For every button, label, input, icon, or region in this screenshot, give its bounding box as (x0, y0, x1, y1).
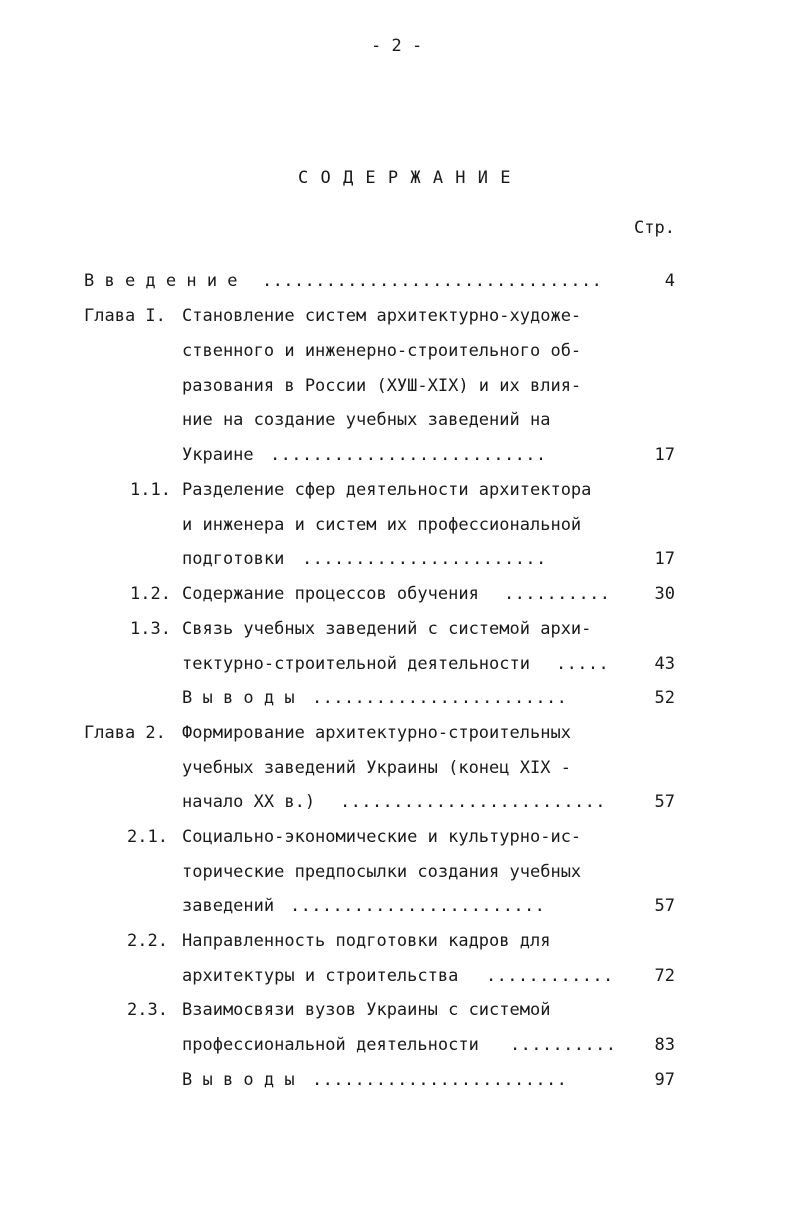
section-2-2-number: 2.2. (127, 931, 168, 951)
section-2-1-title-line: Социально-экономические и культурно-ис- (182, 827, 582, 847)
section-2-3-leader-dots: .......... (510, 1035, 617, 1055)
section-1-3-title-last-line: тектурно-строительной деятельности (182, 654, 530, 674)
section-2-2-page: 72 (654, 966, 675, 986)
conclusions-1-page: 52 (654, 688, 675, 708)
chapter-1-title-last-line: Украине (182, 445, 254, 465)
section-1-2-leader-dots: .......... (504, 584, 611, 604)
conclusions-1-leader-dots: ........................ (312, 688, 568, 708)
section-2-2-title-last-line: архитектуры и строительства (182, 966, 459, 986)
section-2-1-title-line: торические предпосылки создания учебных (182, 862, 582, 882)
section-2-1-leader-dots: ........................ (290, 896, 546, 916)
chapter-2-leader-dots: ......................... (340, 792, 606, 812)
section-2-2-leader-dots: ............ (486, 966, 614, 986)
page-column-header: Стр. (634, 218, 675, 238)
section-2-2-title-line: Направленность подготовки кадров для (182, 931, 551, 951)
page-number: - 2 - (371, 36, 423, 56)
chapter-1-title-line: ственного и инженерно-строительного об- (182, 341, 582, 361)
chapter-1-page: 17 (654, 445, 675, 465)
section-1-2-page: 30 (654, 584, 675, 604)
section-1-1-leader-dots: ....................... (302, 549, 547, 569)
toc-title: С О Д Е Р Ж А Н И Е (298, 168, 512, 188)
section-1-2-number: 1.2. (130, 584, 171, 604)
conclusions-2-page: 97 (654, 1070, 675, 1090)
section-1-1-title-line: Разделение сфер деятельности архитектора (182, 480, 592, 500)
chapter-1-title-line: разования в России (ХУШ-ХIХ) и их влия- (182, 376, 582, 396)
section-2-3-title-line: Взаимосвязи вузов Украины с системой (182, 1000, 551, 1020)
chapter-2-title-last-line: начало XX в.) (182, 792, 316, 812)
section-1-1-title-last-line: подготовки (182, 549, 285, 569)
section-1-2-title-last-line: Содержание процессов обучения (182, 584, 479, 604)
chapter-2-page: 57 (654, 792, 675, 812)
section-2-1-page: 57 (654, 896, 675, 916)
section-2-1-title-last-line: заведений (182, 896, 275, 916)
conclusions-2-label: В ы в о д ы (182, 1070, 295, 1090)
conclusions-2-leader-dots: ........................ (312, 1070, 568, 1090)
section-1-1-title-line: и инженера и систем их профессиональной (182, 515, 582, 535)
section-1-1-page: 17 (654, 549, 675, 569)
section-2-1-number: 2.1. (127, 827, 168, 847)
section-1-3-number: 1.3. (130, 619, 171, 639)
chapter-2-title-line: учебных заведений Украины (конец ХIХ - (182, 758, 571, 778)
conclusions-1-label: В ы в о д ы (182, 688, 295, 708)
section-1-3-page: 43 (654, 654, 675, 674)
chapter-1-title-line: ние на создание учебных заведений на (182, 410, 551, 430)
section-1-1-number: 1.1. (130, 480, 171, 500)
chapter-2-prefix: Глава 2. (84, 723, 166, 743)
chapter-2-title-line: Формирование архитектурно-строительных (182, 723, 571, 743)
section-1-3-title-line: Связь учебных заведений с системой архи- (182, 619, 592, 639)
section-2-3-title-last-line: профессиональной деятельности (182, 1035, 479, 1055)
section-2-3-page: 83 (654, 1035, 675, 1055)
chapter-1-title-line: Становление систем архитектурно-художе- (182, 306, 582, 326)
intro-label: В в е д е н и е (84, 271, 238, 291)
section-2-3-number: 2.3. (127, 1000, 168, 1020)
chapter-1-prefix: Глава I. (84, 306, 166, 326)
intro-page: 4 (664, 271, 675, 291)
section-1-3-leader-dots: ..... (556, 654, 610, 674)
chapter-1-leader-dots: .......................... (270, 445, 547, 465)
intro-leader-dots: ................................ (262, 271, 603, 291)
